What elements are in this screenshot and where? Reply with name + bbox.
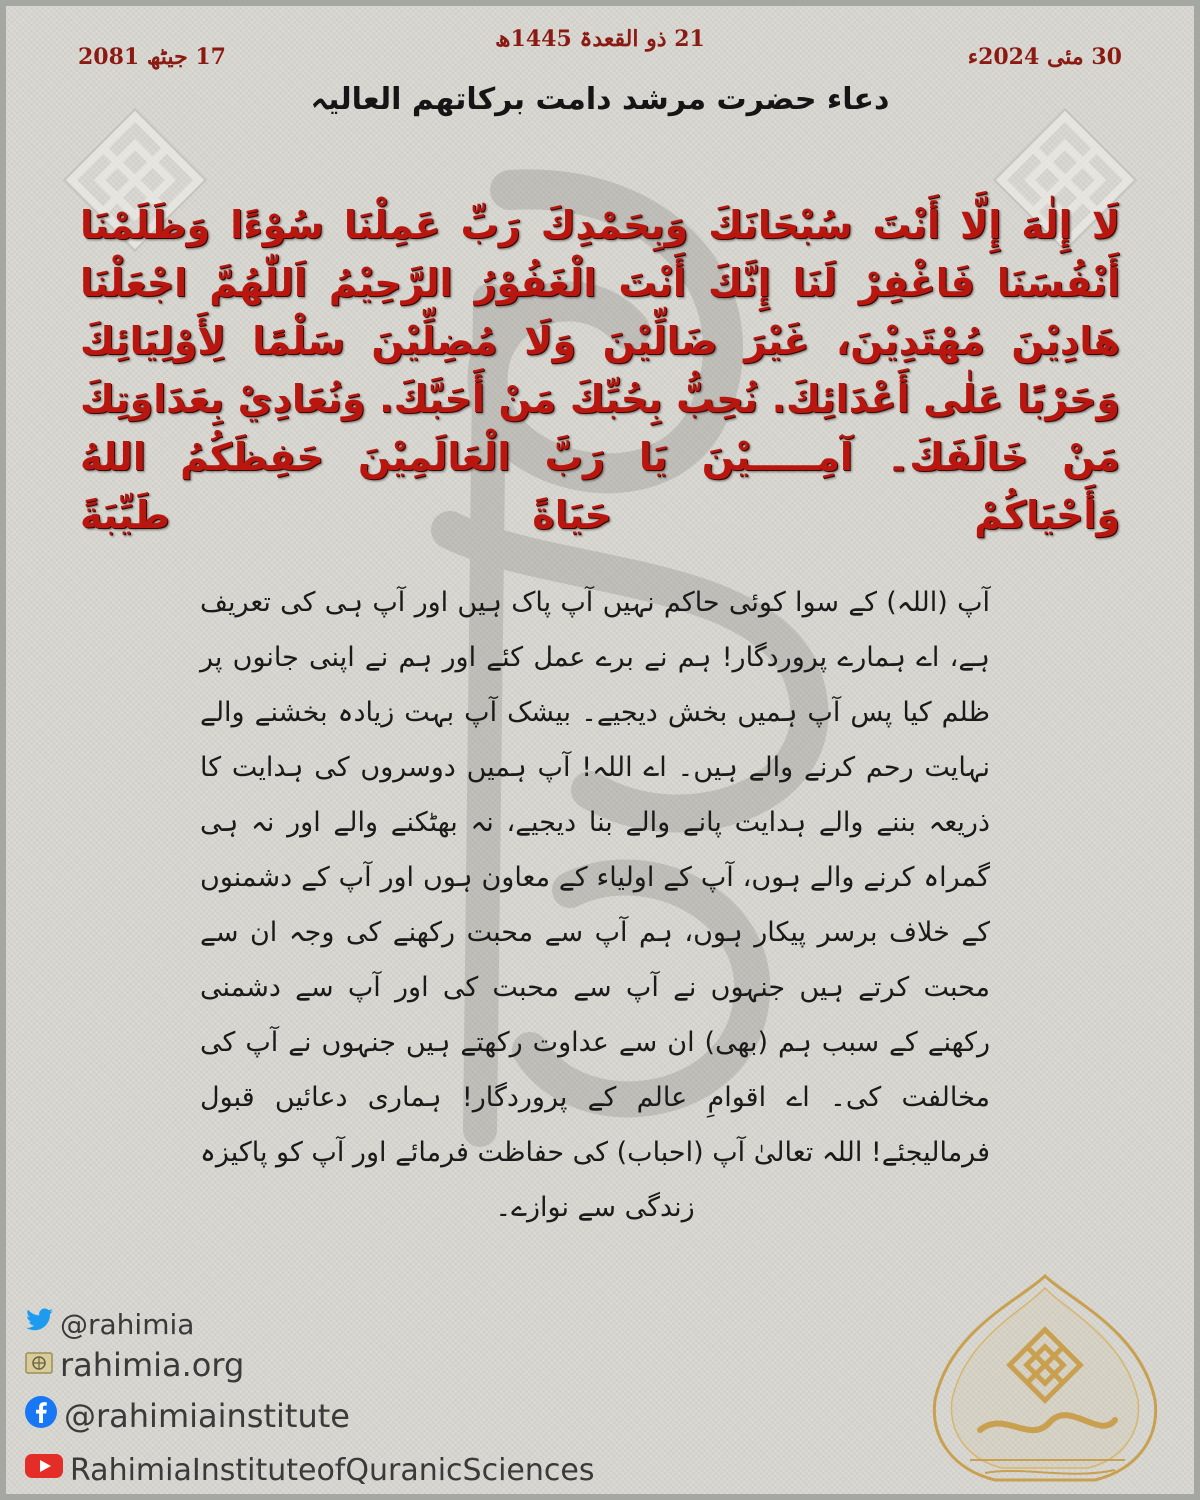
twitter-handle-text: @rahimia — [60, 1308, 195, 1341]
twitter-icon — [24, 1308, 54, 1341]
facebook-text: @rahimiainstitute — [64, 1397, 350, 1435]
rahimia-logo — [910, 1270, 1180, 1495]
website-text: rahimia.org — [60, 1346, 245, 1384]
arabic-dua-text: لَا إِلٰهَ إِلَّا أَنْتَ سُبْحَانَكَ وَبِحَمْدِكَ رَبِّ عَمِلْنَا سُوْءًا وَظَلَمْنَا أَنْفُسَنَا فَاغْفِرْ لَنَا إِنَّكَ أَنْتَ الْغَفُوْرُ الرَّحِيْمُ اَللّٰهُمَّ اجْعَلْنَا هَادِيْنَ مُهْتَدِيْنَ، غَيْرَ ضَالِّيْنَ وَلَا مُضِلِّيْنَ سَلْمًا لِأَوْلِيَائِكَ وَحَرْبًا عَلٰى أَعْدَائِكَ. نُحِبُّ بِحُبِّكَ مَنْ أَحَبَّكَ. وَنُعَادِيْ بِعَدَاوَتِكَ مَنْ خَالَفَكَ۔ آمِـــــيْنَ يَا رَبَّ الْعَالَمِيْنَ حَفِظَكُمُ اللهُ وَأَحْيَاكُمْ حَيَاةً طَيِّبَةً — [80, 203, 1120, 537]
youtube-icon — [24, 1452, 64, 1488]
youtube-link[interactable] — [24, 1452, 594, 1488]
gregorian-date: 30 مئی 2024ء — [967, 44, 1122, 70]
website-link[interactable] — [24, 1346, 244, 1384]
twitter-handle[interactable] — [24, 1308, 194, 1341]
globe-icon — [24, 1346, 54, 1384]
youtube-text: RahimiaInstituteofQuranicSciences — [70, 1452, 595, 1488]
page-title: دعاء حضرت مرشد دامت برکاتھم العالیہ — [310, 82, 890, 117]
facebook-icon — [24, 1395, 58, 1437]
hijri-date: 21 ذو القعدۃ 1445ھ — [495, 26, 705, 52]
facebook-link[interactable] — [24, 1395, 350, 1437]
urdu-translation: آپ (اللہ) کے سوا کوئی حاکم نہیں آپ پاک ہیں اور آپ ہی کی تعریف ہے، اے ہمارے پروردگار! ہم نے برے عمل کئے اور ہم نے اپنی جانوں پر ظلم کیا پس آپ ہمیں بخش دیجیے۔ بیشک آپ بہت زیادہ بخشنے والے نہایت رحم کرنے والے ہیں۔ اے اللہ! آپ ہمیں دوسروں کی ہدایت کا ذریعہ بننے والے ہدایت پانے والے بنا دیجیے، نہ بھٹکنے والے اور نہ ہی گمراہ کرنے والے ہوں، آپ کے اولیاء کے معاون ہوں اور آپ کے دشمنوں کے خلاف برسر پیکار ہوں، ہم آپ سے محبت رکھنے کی وجہ ان سے محبت کرتے ہیں جنہوں نے آپ سے محبت کی اور آپ سے دشمنی رکھنے کے سبب ہم (بھی) ان سے عداوت رکھتے ہیں جنہوں نے آپ کی مخالفت کی۔ اے اقوامِ عالم کے پروردگار! ہماری دعائیں قبول فرمالیجئے! اللہ تعالیٰ آپ (احباب) کی حفاظت فرمائے اور آپ کو پاکیزہ زندگی سے نوازے۔ — [200, 587, 990, 1223]
bikrami-date: 17 جیٹھ 2081 — [78, 44, 226, 70]
